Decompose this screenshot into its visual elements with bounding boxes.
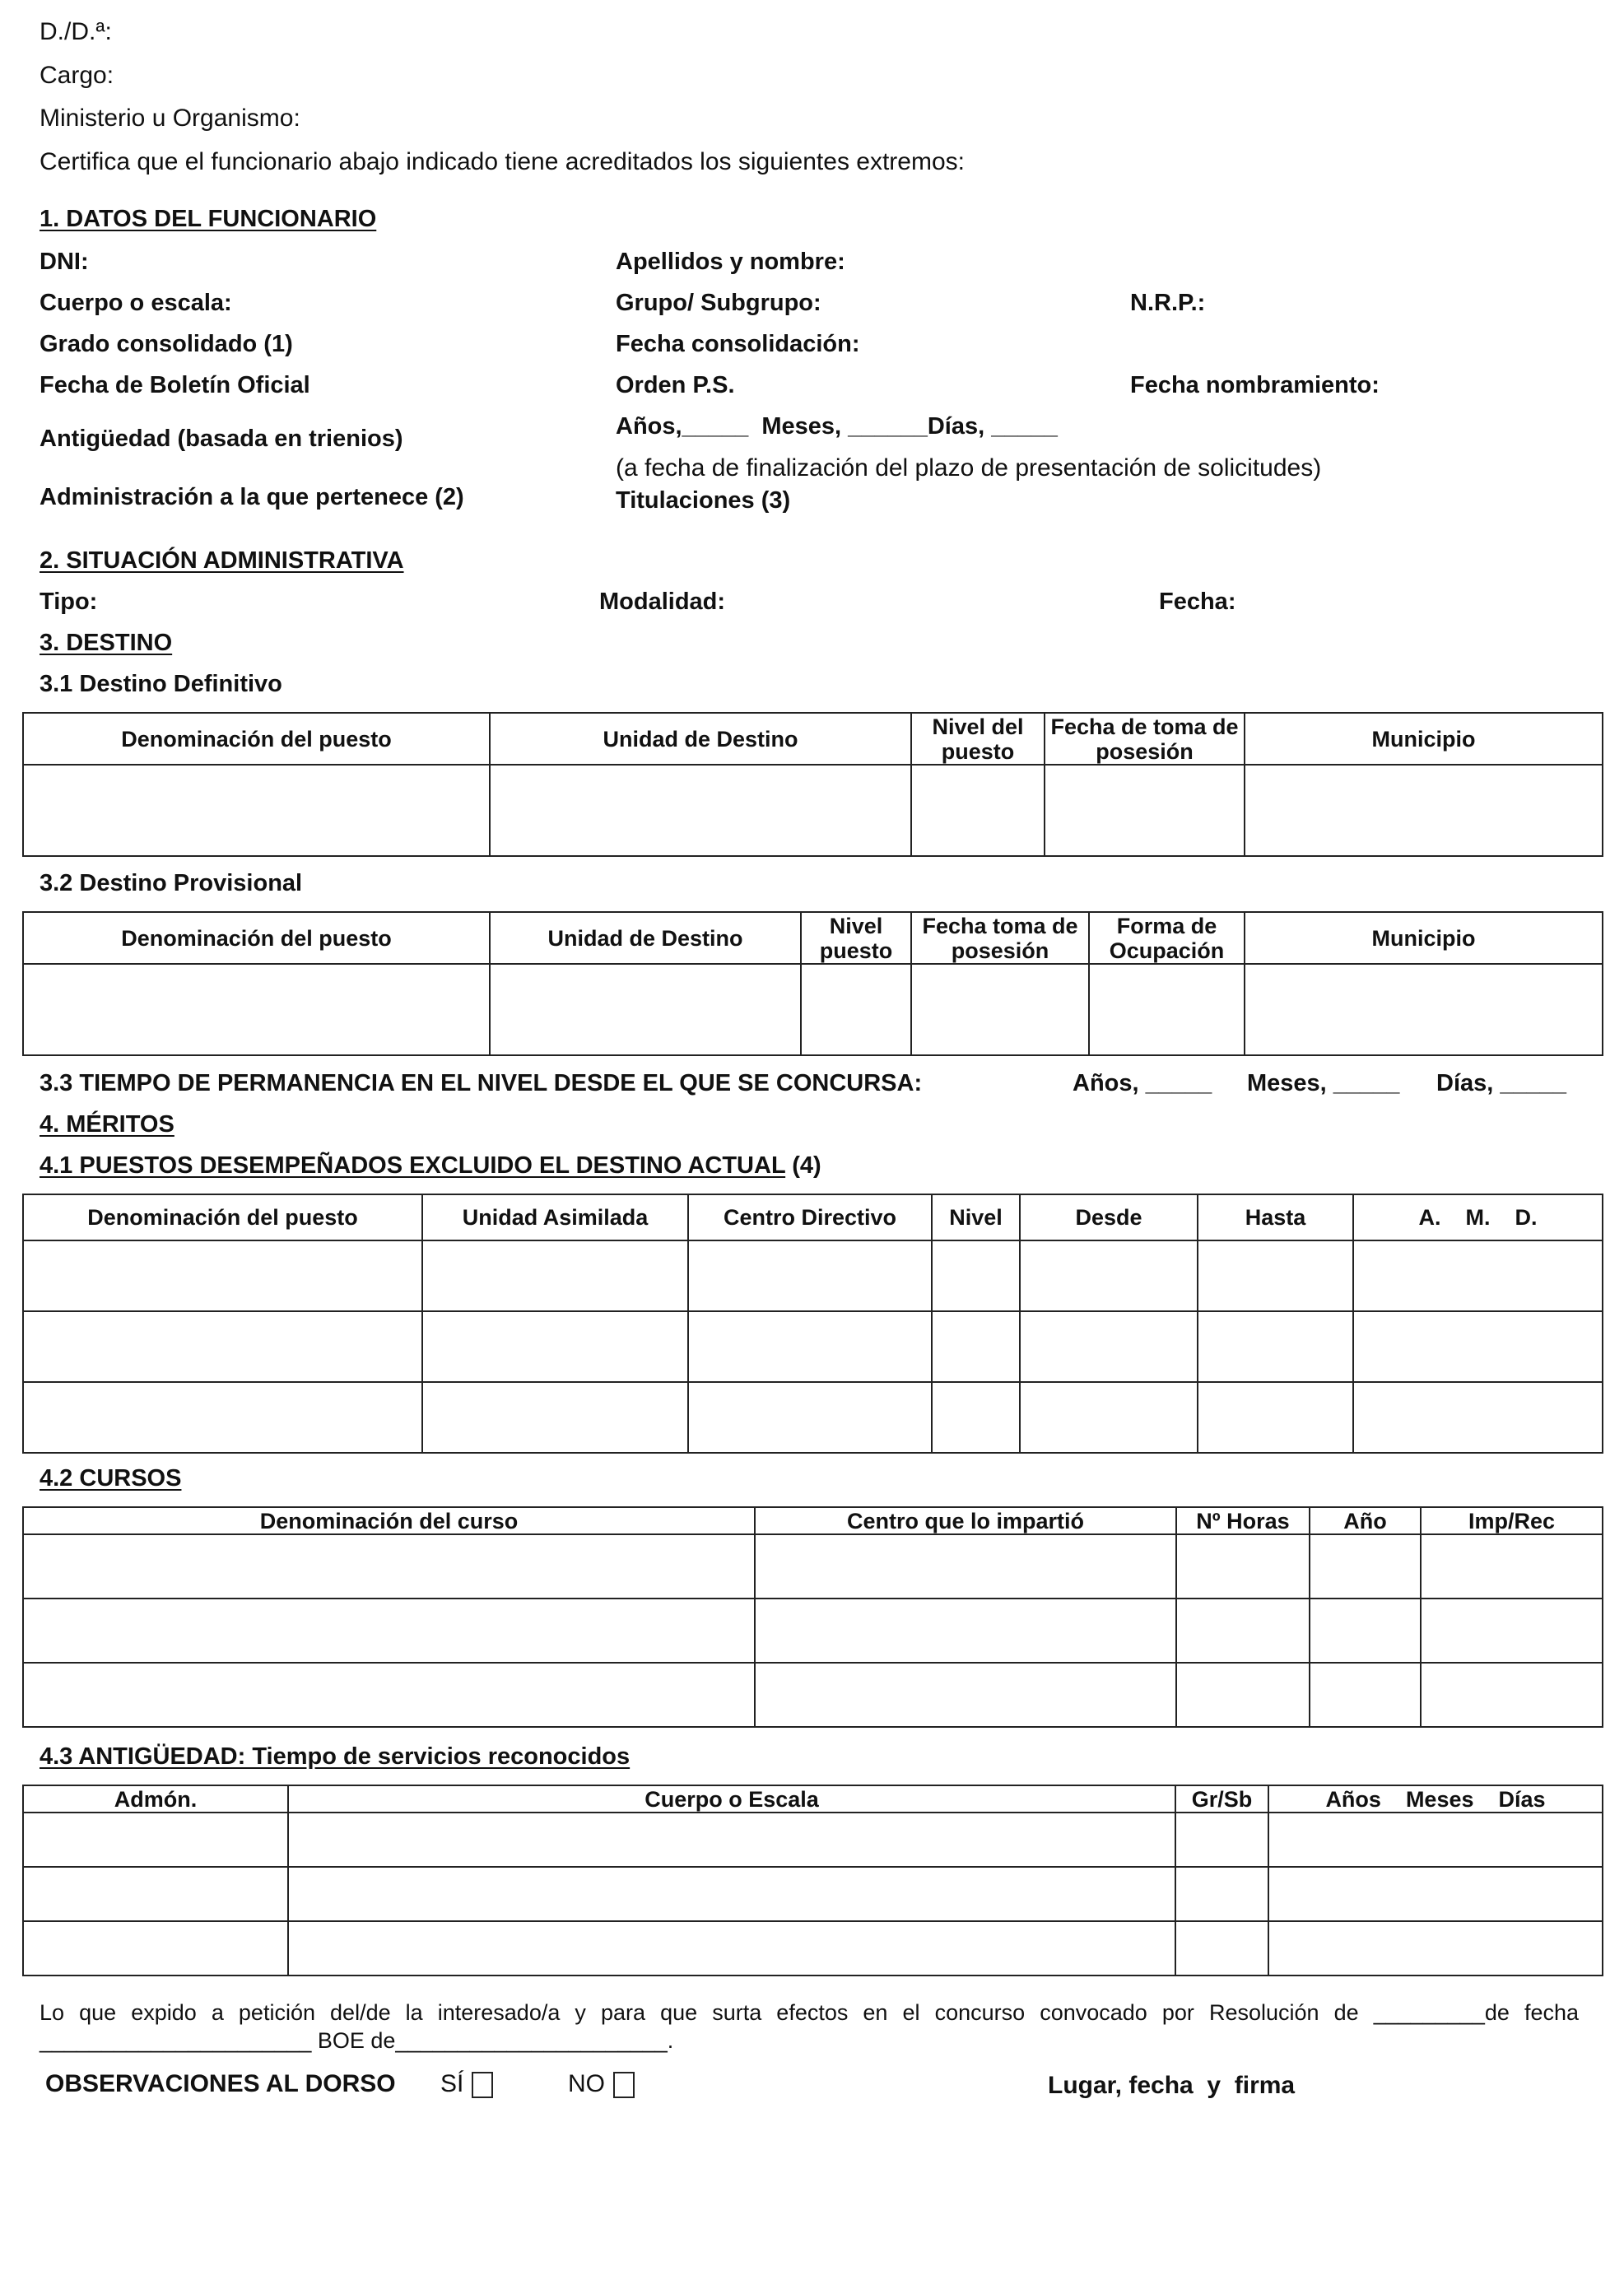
table-cell[interactable] bbox=[1089, 964, 1245, 1055]
table-row bbox=[23, 1240, 1603, 1311]
observaciones-label: OBSERVACIONES AL DORSO bbox=[45, 2070, 396, 2097]
fecha-consolidacion-label: Fecha consolidación: bbox=[616, 331, 860, 357]
table-cell[interactable] bbox=[23, 1867, 288, 1921]
table-cell[interactable] bbox=[1198, 1240, 1353, 1311]
table-header: Nº Horas bbox=[1176, 1507, 1310, 1534]
table-cell[interactable] bbox=[755, 1663, 1176, 1727]
table-cell[interactable] bbox=[1353, 1382, 1603, 1453]
table-row bbox=[23, 964, 1603, 1055]
table-cell[interactable] bbox=[23, 1921, 288, 1976]
table-cell[interactable] bbox=[1198, 1311, 1353, 1382]
table-header: A. M. D. bbox=[1353, 1194, 1603, 1240]
table-cell[interactable] bbox=[932, 1382, 1020, 1453]
grupo-label: Grupo/ Subgrupo: bbox=[616, 290, 821, 316]
orden-label: Orden P.S. bbox=[616, 372, 735, 398]
table-cell[interactable] bbox=[1245, 765, 1603, 856]
table-cell[interactable] bbox=[23, 1534, 755, 1599]
table-cell[interactable] bbox=[23, 1382, 422, 1453]
table-header: Forma de Ocupación bbox=[1089, 912, 1245, 964]
table-cell[interactable] bbox=[1310, 1663, 1421, 1727]
table-row bbox=[23, 1921, 1603, 1976]
table-row bbox=[23, 1311, 1603, 1382]
si-label: SÍ bbox=[440, 2070, 464, 2097]
tipo-label: Tipo: bbox=[40, 589, 98, 615]
nrp-label: N.R.P.: bbox=[1130, 290, 1206, 316]
table-header: Denominación del curso bbox=[23, 1507, 755, 1534]
grado-label: Grado consolidado (1) bbox=[40, 331, 293, 357]
table-cell[interactable] bbox=[1421, 1663, 1603, 1727]
table-cell[interactable] bbox=[1020, 1382, 1198, 1453]
table-header: Año bbox=[1310, 1507, 1421, 1534]
table-cell[interactable] bbox=[1353, 1240, 1603, 1311]
table-header: Desde bbox=[1020, 1194, 1198, 1240]
table-cell[interactable] bbox=[1421, 1534, 1603, 1599]
table-row bbox=[23, 1534, 1603, 1599]
no-checkbox[interactable] bbox=[613, 2072, 635, 2098]
table-header: Unidad de Destino bbox=[490, 713, 911, 765]
table-header: Centro Directivo bbox=[688, 1194, 932, 1240]
puestos-title bbox=[40, 1152, 821, 1180]
antiguedad-label: Antigüedad (basada en trienios) bbox=[40, 426, 403, 452]
table-cell[interactable] bbox=[801, 964, 911, 1055]
table-cell[interactable] bbox=[932, 1240, 1020, 1311]
table-header: Imp/Rec bbox=[1421, 1507, 1603, 1534]
table-cell[interactable] bbox=[1020, 1240, 1198, 1311]
tiempo-anos: Años, _____ bbox=[1073, 1070, 1212, 1096]
table-cell[interactable] bbox=[688, 1311, 932, 1382]
puestos-table bbox=[22, 1194, 1603, 1454]
table-cell[interactable] bbox=[23, 1813, 288, 1867]
table-cell[interactable] bbox=[1268, 1921, 1603, 1976]
destino-definitivo-title: 3.1 Destino Definitivo bbox=[40, 671, 282, 697]
table-cell[interactable] bbox=[1268, 1813, 1603, 1867]
antiguedad-title: 4.3 ANTIGÜEDAD: Tiempo de servicios reconocidos bbox=[40, 1743, 631, 1770]
fecha-label: Fecha: bbox=[1159, 589, 1236, 615]
table-cell[interactable] bbox=[1198, 1382, 1353, 1453]
table-cell[interactable] bbox=[23, 1599, 755, 1663]
cursos-table bbox=[22, 1506, 1603, 1728]
table-cell[interactable] bbox=[1045, 765, 1245, 856]
table-row bbox=[23, 1867, 1603, 1921]
table-cell[interactable] bbox=[688, 1240, 932, 1311]
table-cell[interactable] bbox=[1353, 1311, 1603, 1382]
table-cell[interactable] bbox=[932, 1311, 1020, 1382]
table-cell[interactable] bbox=[288, 1921, 1175, 1976]
titulaciones-label: Titulaciones (3) bbox=[616, 487, 791, 514]
table-cell[interactable] bbox=[422, 1382, 688, 1453]
cuerpo-label: Cuerpo o escala: bbox=[40, 290, 232, 316]
table-cell[interactable] bbox=[288, 1867, 1175, 1921]
table-cell[interactable] bbox=[1020, 1311, 1198, 1382]
no-option bbox=[568, 2070, 635, 2098]
table-header: Fecha toma de posesión bbox=[911, 912, 1089, 964]
table-cell[interactable] bbox=[1421, 1599, 1603, 1663]
section-4-title: 4. MÉRITOS bbox=[40, 1111, 174, 1138]
table-row bbox=[23, 765, 1603, 856]
no-label: NO bbox=[568, 2070, 605, 2097]
table-cell[interactable] bbox=[23, 1663, 755, 1727]
tiempo-meses: Meses, _____ bbox=[1247, 1070, 1400, 1096]
destino-provisional-table bbox=[22, 911, 1603, 1056]
si-checkbox[interactable] bbox=[472, 2072, 493, 2098]
table-cell[interactable] bbox=[23, 1311, 422, 1382]
table-row bbox=[23, 1599, 1603, 1663]
cargo-label: Cargo: bbox=[40, 62, 114, 89]
table-cell[interactable] bbox=[1175, 1921, 1268, 1976]
table-header: Nivel puesto bbox=[801, 912, 911, 964]
destino-definitivo-table bbox=[22, 712, 1603, 857]
table-cell[interactable] bbox=[1268, 1867, 1603, 1921]
table-header: Unidad Asimilada bbox=[422, 1194, 688, 1240]
table-cell[interactable] bbox=[1175, 1867, 1268, 1921]
table-header: Denominación del puesto bbox=[23, 912, 490, 964]
dni-label: DNI: bbox=[40, 249, 89, 275]
section-3-title: 3. DESTINO bbox=[40, 630, 173, 656]
tiempo-permanencia-label: 3.3 TIEMPO DE PERMANENCIA EN EL NIVEL DESDE EL QUE SE CONCURSA: bbox=[40, 1070, 923, 1096]
table-cell[interactable] bbox=[1175, 1813, 1268, 1867]
destino-provisional-title: 3.2 Destino Provisional bbox=[40, 870, 303, 896]
table-header: Nivel del puesto bbox=[911, 713, 1045, 765]
si-option bbox=[440, 2070, 493, 2098]
table-cell[interactable] bbox=[23, 964, 490, 1055]
table-cell[interactable] bbox=[1245, 964, 1603, 1055]
certifica-text: Certifica que el funcionario abajo indicado tiene acreditados los siguientes extremos: bbox=[40, 148, 965, 175]
table-header: Nivel bbox=[932, 1194, 1020, 1240]
administracion-label: Administración a la que pertenece (2) bbox=[40, 484, 464, 510]
table-header: Municipio bbox=[1245, 912, 1603, 964]
fecha-nombramiento-label: Fecha nombramiento: bbox=[1130, 372, 1380, 398]
table-row bbox=[23, 1813, 1603, 1867]
table-cell[interactable] bbox=[490, 964, 801, 1055]
puestos-title-note: (4) bbox=[785, 1152, 821, 1179]
antiguedad-table bbox=[22, 1785, 1603, 1976]
expido-line-1: Lo que expido a petición del/de la interesado/a y para que surta efectos en el concurso convocado por Resolución de _________de fecha bbox=[40, 2000, 1579, 2025]
table-cell[interactable] bbox=[288, 1813, 1175, 1867]
plazo-note: (a fecha de finalización del plazo de presentación de solicitudes) bbox=[616, 454, 1322, 482]
table-cell[interactable] bbox=[688, 1382, 932, 1453]
table-header: Municipio bbox=[1245, 713, 1603, 765]
ministerio-label: Ministerio u Organismo: bbox=[40, 105, 300, 132]
table-header: Centro que lo impartió bbox=[755, 1507, 1176, 1534]
table-header: Unidad de Destino bbox=[490, 912, 801, 964]
table-header: Años Meses Días bbox=[1268, 1785, 1603, 1813]
puestos-title-text: 4.1 PUESTOS DESEMPEÑADOS EXCLUIDO EL DESTINO ACTUAL bbox=[40, 1152, 786, 1179]
table-header: Denominación del puesto bbox=[23, 1194, 422, 1240]
apellidos-label: Apellidos y nombre: bbox=[616, 249, 845, 275]
table-cell[interactable] bbox=[1310, 1534, 1421, 1599]
expido-line-2: ______________________ BOE de______________________. bbox=[40, 2028, 674, 2053]
table-header: Admón. bbox=[23, 1785, 288, 1813]
table-header: Denominación del puesto bbox=[23, 713, 490, 765]
table-header: Cuerpo o Escala bbox=[288, 1785, 1175, 1813]
table-row bbox=[23, 1382, 1603, 1453]
table-header: Fecha de toma de posesión bbox=[1045, 713, 1245, 765]
section-2-title: 2. SITUACIÓN ADMINISTRATIVA bbox=[40, 547, 404, 574]
table-row bbox=[23, 1663, 1603, 1727]
anos-meses-dias-line: Años,_____ Meses, ______Días, _____ bbox=[616, 413, 1058, 440]
table-cell[interactable] bbox=[490, 765, 911, 856]
section-1-title: 1. DATOS DEL FUNCIONARIO bbox=[40, 206, 377, 232]
fecha-boletin-label: Fecha de Boletín Oficial bbox=[40, 372, 310, 398]
dd-label: D./D.ª: bbox=[40, 18, 112, 45]
tiempo-dias: Días, _____ bbox=[1436, 1070, 1567, 1096]
table-cell[interactable] bbox=[422, 1311, 688, 1382]
table-cell[interactable] bbox=[1176, 1534, 1310, 1599]
lugar-fecha-firma: Lugar, fecha y firma bbox=[1048, 2072, 1296, 2099]
table-cell[interactable] bbox=[911, 964, 1089, 1055]
table-cell[interactable] bbox=[1310, 1599, 1421, 1663]
table-cell[interactable] bbox=[1176, 1599, 1310, 1663]
table-cell[interactable] bbox=[1176, 1663, 1310, 1727]
table-cell[interactable] bbox=[755, 1599, 1176, 1663]
table-header: Hasta bbox=[1198, 1194, 1353, 1240]
table-cell[interactable] bbox=[911, 765, 1045, 856]
modalidad-label: Modalidad: bbox=[599, 589, 726, 615]
table-cell[interactable] bbox=[755, 1534, 1176, 1599]
table-cell[interactable] bbox=[422, 1240, 688, 1311]
table-cell[interactable] bbox=[23, 765, 490, 856]
table-cell[interactable] bbox=[23, 1240, 422, 1311]
cursos-title: 4.2 CURSOS bbox=[40, 1465, 182, 1492]
table-header: Gr/Sb bbox=[1175, 1785, 1268, 1813]
